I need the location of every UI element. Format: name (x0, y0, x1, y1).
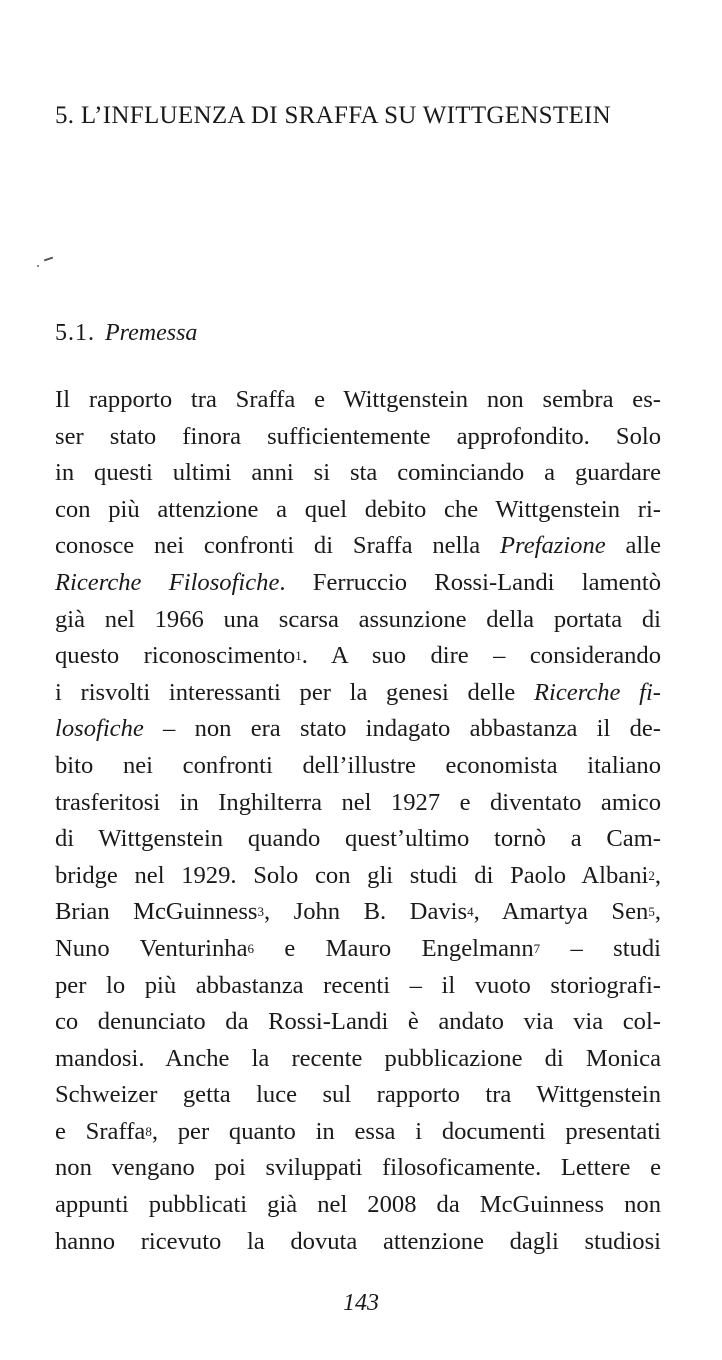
text: bito nei confronti dell’illustre economista italiano (55, 751, 661, 779)
body-paragraph (55, 382, 661, 1260)
text: , (654, 861, 661, 889)
section-title: Premessa (105, 320, 198, 346)
text: , per quanto in essa i documenti presentati (151, 1117, 661, 1145)
text-line (55, 1187, 661, 1224)
italic-title: Prefazione (500, 532, 606, 560)
text: conosce nei confronti di Sraffa nella (55, 532, 501, 560)
text-line (55, 528, 661, 565)
text: Schweizer getta luce sul rapporto tra Wittgenstein (55, 1081, 661, 1109)
text-line (55, 1114, 661, 1151)
footnote-marker: 3 (257, 904, 264, 920)
text-line (55, 675, 661, 712)
section-heading (55, 320, 197, 347)
text-line (55, 1041, 661, 1078)
chapter-title: 5. L’INFLUENZA DI SRAFFA SU WITTGENSTEIN (55, 102, 611, 129)
footnote-marker: 7 (533, 940, 541, 956)
text-line (55, 565, 661, 602)
text-line (55, 968, 661, 1005)
text: trasferitosi in Inghilterra nel 1927 e diventato amico (55, 788, 661, 816)
italic-title: Ricerche fi- (534, 678, 661, 706)
text: i risvolti interessanti per la genesi delle (55, 678, 534, 706)
text-line (55, 894, 661, 931)
footnote-marker: 5 (648, 904, 655, 920)
text: questo riconoscimento (55, 642, 296, 670)
text: alle (605, 532, 661, 560)
text-line (55, 1224, 661, 1261)
text: , John B. Davis (263, 898, 468, 926)
text-line (55, 638, 661, 675)
text-line (55, 1077, 661, 1114)
text: Il rapporto tra Sraffa e Wittgenstein non sembra es- (55, 386, 661, 413)
text: – non era stato indagato abbastanza il de- (143, 715, 661, 743)
text-line (55, 821, 661, 858)
text: hanno ricevuto la dovuta attenzione dagli studiosi (55, 1227, 661, 1255)
text: co denunciato da Rossi-Landi è andato via via col- (55, 1008, 661, 1036)
text: in questi ultimi anni si sta cominciando a guardare (55, 459, 661, 487)
page-number: 143 (343, 1290, 379, 1316)
text: bridge nel 1929. Solo con gli studi di Paolo Albani (55, 861, 649, 889)
text-line (55, 931, 661, 968)
footnote-marker: 8 (145, 1123, 152, 1139)
section-number: 5.1. (55, 320, 95, 346)
text-line (55, 602, 661, 639)
stray-mark (44, 257, 53, 262)
text: ser stato finora sufficientemente approfondito. Solo (55, 422, 661, 450)
text-line (55, 858, 661, 895)
text-line (55, 492, 661, 529)
text: appunti pubblicati già nel 2008 da McGuinness non (55, 1191, 661, 1219)
text-line (55, 711, 661, 748)
text: mandosi. Anche la recente pubblicazione di Monica (55, 1044, 661, 1072)
text: , (654, 898, 661, 926)
footnote-marker: 2 (648, 867, 655, 883)
stray-dot (37, 265, 39, 267)
text: , Amartya Sen (473, 898, 649, 926)
text: Nuno Venturinha (55, 934, 248, 962)
text-line (55, 1150, 661, 1187)
text: e Mauro Engelmann (254, 934, 534, 962)
text: non vengano poi sviluppati filosoficamente. Lettere e (55, 1154, 661, 1182)
text: di Wittgenstein quando quest’ultimo tornò a Cam- (55, 825, 661, 853)
text: . Ferruccio Rossi-Landi lamentò (279, 568, 661, 596)
text-line (55, 419, 661, 456)
text-line (55, 382, 661, 419)
italic-title: losofiche (55, 715, 144, 743)
text: per lo più abbastanza recenti – il vuoto storiografi- (55, 971, 661, 999)
text: – studi (540, 934, 662, 962)
italic-title: Ricerche Filosofiche (55, 568, 280, 596)
footnote-marker: 1 (295, 648, 302, 664)
text-line (55, 455, 661, 492)
text: . A suo dire – considerando (301, 642, 661, 670)
text-line (55, 785, 661, 822)
footnote-marker: 4 (467, 904, 474, 920)
text: già nel 1966 una scarsa assunzione della portata di (55, 605, 661, 633)
text: con più attenzione a quel debito che Wittgenstein ri- (55, 495, 661, 523)
footnote-marker: 6 (247, 940, 254, 956)
text: Brian McGuinness (55, 898, 258, 926)
text: e Sraffa (55, 1117, 146, 1145)
text-line (55, 748, 661, 785)
text-line (55, 1004, 661, 1041)
